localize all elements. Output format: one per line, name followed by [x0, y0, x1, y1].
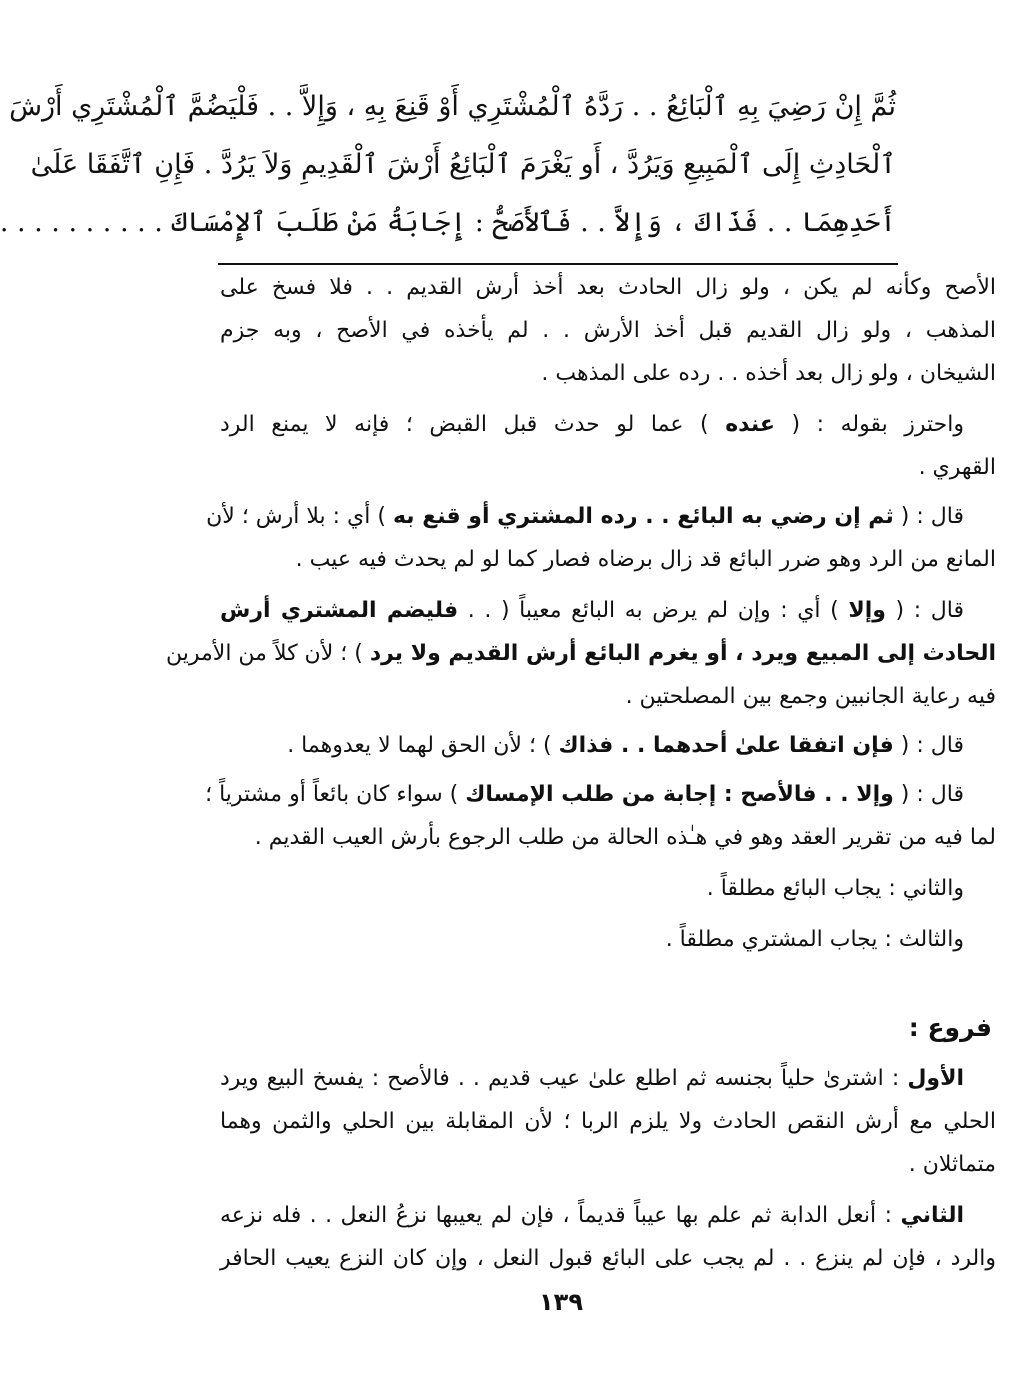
commentary-paragraph — [220, 918, 996, 961]
text-run: ) أي : بلا أرش ؛ لأن — [206, 504, 393, 529]
text-line — [220, 1194, 996, 1237]
text-run: ) أي : وإن لم يرض به البائع معيباً ( . . — [458, 598, 849, 623]
text-line: والثاني : يجاب البائع مطلقاً . — [706, 876, 964, 901]
section-heading: فروع : — [908, 1013, 992, 1042]
text-line: لما فيه من تقرير العقد وهو في هـٰذه الحالة من طلب الرجوع بأرش العيب القديم . — [254, 825, 996, 850]
commentary-paragraph — [220, 266, 996, 395]
commentary-paragraph — [220, 724, 996, 767]
text-line — [205, 773, 996, 816]
commentary-paragraph — [220, 403, 996, 489]
branch-label: الثاني — [900, 1203, 964, 1228]
quoted-matn: ثم إن رضي به البائع . . رده المشتري أو قنع به — [392, 504, 894, 529]
commentary-paragraph — [165, 589, 996, 718]
separator-rule — [218, 263, 898, 265]
text-line: المذهب ، ولو زال القديم قبل أخذ الأرش . . لم يأخذه في الأصح ، وبه جزم — [220, 318, 996, 343]
branch-paragraph — [220, 1057, 996, 1186]
branch-paragraph — [220, 1194, 996, 1280]
quoted-matn: فليضم المشتري أرش — [220, 598, 459, 623]
text-line — [165, 632, 996, 675]
text-line — [220, 724, 996, 767]
commentary-paragraph — [205, 773, 996, 859]
text-run: قال : ( — [885, 598, 964, 623]
matn-line: أَحَدِهِمَا . . فَذَاكَ ، وَإِلاَّ . . فَٱلأَصَحُّ : إِجَابَةُ مَنْ طَلَبَ ٱلإِمْسَاكَ . . . . . . . . . . — [0, 207, 896, 238]
commentary-paragraph — [206, 495, 996, 581]
text-line: الشيخان ، ولو زال بعد أخذه . . رده على المذهب . — [541, 361, 996, 386]
text-line: الأصح وكأنه لم يكن ، ولو زال الحادث بعد أخذ أرش القديم . . فلا فسخ على — [220, 275, 996, 300]
text-line: متماثلان . — [908, 1152, 996, 1177]
quoted-matn: وإلا . . فالأصح : إجابة من طلب الإمساك — [465, 782, 894, 807]
text-line — [220, 589, 996, 632]
text-line — [206, 495, 996, 538]
commentary-paragraph — [220, 867, 996, 910]
text-line: الحلي مع أرش النقص الحادث ولا يلزم الربا ؛ لأن المقابلة بين الحلي والثمن وهما — [220, 1109, 996, 1134]
matn-text-block — [0, 78, 896, 252]
quoted-matn: عنده — [725, 412, 775, 437]
matn-line: ثُمَّ إِنْ رَضِيَ بِهِ ٱلْبَائِعُ . . رَدَّهُ ٱلْمُشْتَرِي أَوْ قَنِعَ بِهِ ، وَإِلاَّ . . فَلْيَضُمَّ ٱلْمُشْتَرِي أَرْشَ — [9, 91, 896, 122]
text-run: ) ؛ لأن الحق لهما لا يعدوهما . — [287, 733, 559, 758]
text-line: المانع من الرد وهو ضرر البائع قد زال برضاه فصار كما لو لم يحدث فيه عيب . — [295, 547, 996, 572]
text-line: القهري . — [918, 455, 996, 480]
quoted-matn: وإلا — [848, 598, 886, 623]
text-run: قال : ( — [893, 733, 964, 758]
text-run: : أنعل الدابة ثم علم بها عيباً قديماً ، فإن لم يعيبها نزعُ النعل . . فله نزعه — [220, 1203, 901, 1228]
text-run: : اشترىٰ حلياً بجنسه ثم اطلع علىٰ عيب قديم . . فالأصح : يفسخ البيع ويرد — [220, 1066, 908, 1091]
text-run: قال : ( — [893, 504, 964, 529]
page-number: ١٣٩ — [539, 1288, 583, 1316]
text-line — [220, 403, 996, 446]
text-line — [220, 1057, 996, 1100]
text-line: والثالث : يجاب المشتري مطلقاً . — [665, 927, 964, 952]
text-line: فيه رعاية الجانبين وجمع بين المصلحتين . — [625, 684, 996, 709]
text-run: ) عما لو حدث قبل القبض ؛ فإنه لا يمنع الرد — [220, 412, 726, 437]
branch-label: الأول — [907, 1066, 964, 1091]
text-run: قال : ( — [893, 782, 964, 807]
commentary-block — [165, 266, 996, 1280]
quoted-matn: فإن اتفقا علىٰ أحدهما . . فذاك — [558, 733, 894, 758]
text-run: واحترز بقوله : ( — [774, 412, 964, 437]
text-run: ) سواء كان بائعاً أو مشترياً ؛ — [205, 782, 466, 807]
matn-line: ٱلْحَادِثِ إِلَى ٱلْمَبِيعِ وَيَرُدَّ ، أَو يَغْرَمَ ٱلْبَائِعُ أَرْشَ ٱلْقَدِيمِ وَلاَ يَرُدَّ . فَإِنِ ٱتَّفَقَا عَلَىٰ — [30, 149, 896, 180]
text-line: والرد ، فإن لم ينزع . . لم يجب على البائع قبول النعل ، وإن كان النزع يعيب الحافر — [220, 1246, 996, 1271]
text-run: ) ؛ لأن كلاً من الأمرين — [165, 641, 370, 666]
quoted-matn: الحادث إلى المبيع ويرد ، أو يغرم البائع أرش القديم ولا يرد — [369, 641, 996, 666]
